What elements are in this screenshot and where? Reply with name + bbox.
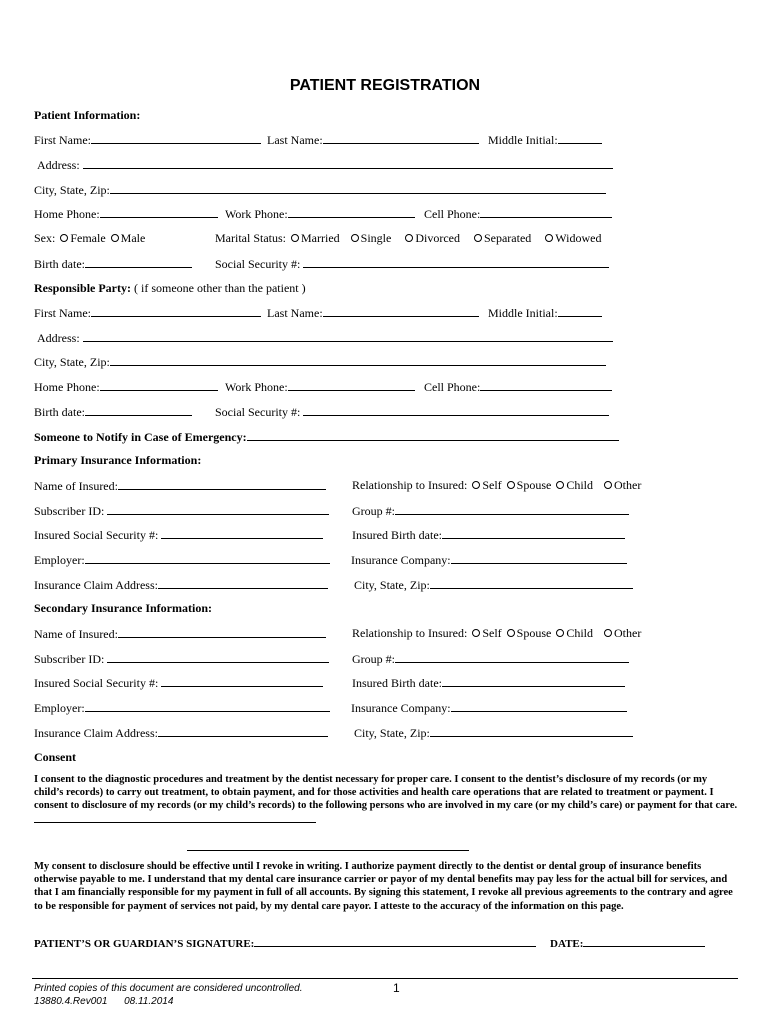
signature-label: PATIENT’S OR GUARDIAN’S SIGNATURE: bbox=[34, 938, 255, 950]
si-ssn-field[interactable] bbox=[161, 675, 323, 687]
pi-rel-self-label: Self bbox=[482, 478, 502, 492]
si-name-label: Name of Insured: bbox=[34, 627, 118, 641]
marital-divorced-label: Divorced bbox=[415, 231, 460, 245]
sex-male-radio[interactable] bbox=[111, 234, 119, 242]
responsible-phone-row bbox=[34, 379, 770, 395]
si-rel-child-radio[interactable] bbox=[556, 629, 564, 637]
pi-rel-spouse-label: Spouse bbox=[516, 478, 552, 492]
rp-ssn-label: Social Security #: bbox=[215, 405, 301, 419]
footer-date: 08.11.2014 bbox=[124, 996, 174, 1007]
rp-last-name-label: Last Name: bbox=[267, 306, 323, 320]
page-title: PATIENT REGISTRATION bbox=[289, 77, 481, 94]
responsible-birth-ssn-row bbox=[34, 404, 770, 420]
signature-row bbox=[34, 935, 770, 951]
si-birth-label: Insured Birth date: bbox=[352, 676, 442, 690]
cell-phone-label: Cell Phone: bbox=[424, 207, 481, 221]
primary-insurance-heading: Primary Insurance Information: bbox=[34, 453, 202, 467]
si-birth-field[interactable] bbox=[442, 675, 625, 687]
pi-city-label: City, State, Zip: bbox=[354, 578, 430, 592]
rp-first-name-label: First Name: bbox=[34, 306, 91, 320]
patient-phone-row bbox=[34, 206, 770, 222]
address-label: Address: bbox=[37, 158, 80, 172]
si-relationship-label: Relationship to Insured: bbox=[352, 626, 468, 640]
si-claim-field[interactable] bbox=[158, 725, 328, 737]
pi-city-field[interactable] bbox=[430, 577, 633, 589]
marital-married-label: Married bbox=[301, 231, 340, 245]
si-rel-self-label: Self bbox=[482, 626, 502, 640]
si-subscriber-field[interactable] bbox=[107, 651, 329, 663]
rp-work-phone-field[interactable] bbox=[288, 379, 415, 391]
secondary-subscriber-row bbox=[34, 651, 770, 667]
si-company-label: Insurance Company: bbox=[351, 701, 451, 715]
pi-company-label: Insurance Company: bbox=[351, 553, 451, 567]
work-phone-label: Work Phone: bbox=[225, 207, 288, 221]
consent-paragraph-2: My consent to disclosure should be effective until I revoke in writing. I authorize payment directly to the dentist or dental group of insurance benefits otherwise payable to me. I understand that my dental care insurance carrier or payor of my dental benefits may pay less for the actual bill for services, and that I am financially responsible for my payment in full of all accounts. By signing this statement, I revoke all previous agreements to the contrary and agree to be responsible for payment of services not paid, by my dental care payor. I atteste to the accuracy of the information on this page. bbox=[34, 861, 733, 912]
pi-rel-spouse-radio[interactable] bbox=[507, 481, 515, 489]
patient-address-row bbox=[34, 157, 770, 173]
birth-date-field[interactable] bbox=[85, 256, 192, 268]
rp-address-field[interactable] bbox=[83, 330, 613, 342]
sex-female-label: Female bbox=[70, 231, 106, 245]
pi-name-label: Name of Insured: bbox=[34, 479, 118, 493]
first-name-field[interactable] bbox=[91, 132, 261, 144]
secondary-employer-row bbox=[34, 700, 770, 716]
secondary-ssn-row bbox=[34, 675, 770, 691]
pi-ssn-label: Insured Social Security #: bbox=[34, 528, 159, 542]
rp-address-label: Address: bbox=[37, 331, 80, 345]
emergency-label: Someone to Notify in Case of Emergency: bbox=[34, 430, 247, 444]
responsible-address-row bbox=[34, 330, 770, 346]
patient-birth-ssn-row bbox=[34, 256, 770, 272]
ssn-field[interactable] bbox=[303, 256, 609, 268]
si-ssn-label: Insured Social Security #: bbox=[34, 676, 159, 690]
si-rel-self-radio[interactable] bbox=[472, 629, 480, 637]
si-group-field[interactable] bbox=[395, 651, 629, 663]
pi-name-field[interactable] bbox=[118, 478, 326, 490]
pi-birth-field[interactable] bbox=[442, 527, 625, 539]
responsible-party-title: Responsible Party: bbox=[34, 281, 131, 295]
primary-insured-row bbox=[34, 478, 770, 494]
middle-initial-field[interactable] bbox=[558, 132, 602, 144]
pi-rel-child-radio[interactable] bbox=[556, 481, 564, 489]
first-name-label: First Name: bbox=[34, 133, 91, 147]
pi-claim-label: Insurance Claim Address: bbox=[34, 578, 158, 592]
rp-middle-initial-field[interactable] bbox=[558, 305, 602, 317]
emergency-row bbox=[34, 429, 770, 445]
responsible-city-row bbox=[34, 354, 770, 370]
last-name-field[interactable] bbox=[323, 132, 479, 144]
last-name-label: Last Name: bbox=[267, 133, 323, 147]
si-rel-spouse-radio[interactable] bbox=[507, 629, 515, 637]
footer-divider bbox=[32, 978, 738, 979]
rp-cell-phone-field[interactable] bbox=[480, 379, 612, 391]
si-city-field[interactable] bbox=[430, 725, 633, 737]
work-phone-field[interactable] bbox=[288, 206, 415, 218]
rp-cell-phone-label: Cell Phone: bbox=[424, 380, 481, 394]
city-state-zip-field[interactable] bbox=[110, 182, 606, 194]
pi-group-field[interactable] bbox=[395, 503, 629, 515]
pi-subscriber-field[interactable] bbox=[107, 503, 329, 515]
pi-birth-label: Insured Birth date: bbox=[352, 528, 442, 542]
marital-separated-label: Separated bbox=[483, 231, 532, 245]
consent-persons-field-2[interactable] bbox=[187, 840, 469, 851]
rp-middle-initial-label: Middle Initial: bbox=[488, 306, 558, 320]
rp-home-phone-label: Home Phone: bbox=[34, 380, 100, 394]
date-field[interactable] bbox=[583, 935, 705, 947]
responsible-name-row bbox=[34, 305, 770, 321]
si-subscriber-label: Subscriber ID: bbox=[34, 652, 105, 666]
primary-subscriber-row bbox=[34, 503, 770, 519]
sex-female-radio[interactable] bbox=[60, 234, 68, 242]
rp-city-state-zip-label: City, State, Zip: bbox=[34, 355, 110, 369]
page-number: 1 bbox=[393, 981, 400, 995]
si-rel-child-label: Child bbox=[566, 626, 594, 640]
sex-male-label: Male bbox=[120, 231, 146, 245]
footer-revision bbox=[34, 996, 173, 1007]
footer-note: Printed copies of this document are considered uncontrolled. bbox=[34, 983, 303, 994]
ssn-label: Social Security #: bbox=[215, 257, 301, 271]
sex-label: Sex: bbox=[34, 231, 56, 245]
primary-ssn-row bbox=[34, 527, 770, 543]
patient-info-heading: Patient Information: bbox=[34, 108, 141, 122]
si-employer-field[interactable] bbox=[85, 700, 330, 712]
marital-label: Marital Status: bbox=[215, 231, 286, 245]
si-rel-other-radio[interactable] bbox=[604, 629, 612, 637]
pi-ssn-field[interactable] bbox=[161, 527, 323, 539]
si-rel-spouse-label: Spouse bbox=[516, 626, 552, 640]
si-employer-label: Employer: bbox=[34, 701, 85, 715]
pi-rel-child-label: Child bbox=[566, 478, 594, 492]
pi-group-label: Group #: bbox=[352, 504, 395, 518]
pi-employer-field[interactable] bbox=[85, 552, 330, 564]
middle-initial-label: Middle Initial: bbox=[488, 133, 558, 147]
footer-rev: 13880.4.Rev001 bbox=[34, 996, 108, 1007]
consent-persons-field[interactable] bbox=[34, 813, 316, 823]
primary-claim-row bbox=[34, 577, 770, 593]
consent-heading: Consent bbox=[34, 750, 77, 764]
marital-single-label: Single bbox=[360, 231, 392, 245]
rp-last-name-field[interactable] bbox=[323, 305, 479, 317]
date-label: DATE: bbox=[550, 938, 584, 950]
rp-city-state-zip-field[interactable] bbox=[110, 354, 606, 366]
responsible-party-heading bbox=[34, 281, 770, 297]
marital-divorced-radio[interactable] bbox=[405, 234, 413, 242]
pi-relationship-label: Relationship to Insured: bbox=[352, 478, 468, 492]
consent-paragraph-1: I consent to the diagnostic procedures and treatment by the dentist necessary for proper care. I consent to the dentist’s disclosure of my records (or my child’s records) to carry out treatment, to obtain payment, and for those activities and health care operations that are related to treatment or payment. I consent to disclosure of my records (or my child’s records) to the following persons who are involved in my care (or my child’s care) or payment for that care. bbox=[34, 773, 738, 827]
rp-work-phone-label: Work Phone: bbox=[225, 380, 288, 394]
si-claim-label: Insurance Claim Address: bbox=[34, 726, 158, 740]
rp-first-name-field[interactable] bbox=[91, 305, 261, 317]
si-rel-other-label: Other bbox=[614, 626, 642, 640]
secondary-insurance-heading: Secondary Insurance Information: bbox=[34, 601, 213, 615]
marital-single-radio[interactable] bbox=[351, 234, 359, 242]
si-group-label: Group #: bbox=[352, 652, 395, 666]
pi-claim-field[interactable] bbox=[158, 577, 328, 589]
secondary-claim-row bbox=[34, 725, 770, 741]
marital-widowed-label: Widowed bbox=[555, 231, 602, 245]
home-phone-label: Home Phone: bbox=[34, 207, 100, 221]
signature-field[interactable] bbox=[254, 935, 536, 947]
marital-separated-radio[interactable] bbox=[474, 234, 482, 242]
primary-employer-row bbox=[34, 552, 770, 568]
rp-ssn-field[interactable] bbox=[303, 404, 609, 416]
si-name-field[interactable] bbox=[118, 626, 326, 638]
rp-birth-date-label: Birth date: bbox=[34, 405, 85, 419]
responsible-party-note: ( if someone other than the patient ) bbox=[134, 281, 306, 295]
cell-phone-field[interactable] bbox=[480, 206, 612, 218]
home-phone-field[interactable] bbox=[100, 206, 218, 218]
rp-home-phone-field[interactable] bbox=[100, 379, 218, 391]
pi-rel-self-radio[interactable] bbox=[472, 481, 480, 489]
si-company-field[interactable] bbox=[451, 700, 627, 712]
pi-company-field[interactable] bbox=[451, 552, 627, 564]
pi-rel-other-radio[interactable] bbox=[604, 481, 612, 489]
patient-sex-marital-row bbox=[34, 231, 770, 247]
emergency-field[interactable] bbox=[247, 429, 619, 441]
si-city-label: City, State, Zip: bbox=[354, 726, 430, 740]
pi-subscriber-label: Subscriber ID: bbox=[34, 504, 105, 518]
pi-employer-label: Employer: bbox=[34, 553, 85, 567]
marital-widowed-radio[interactable] bbox=[545, 234, 553, 242]
patient-city-row bbox=[34, 182, 770, 198]
patient-name-row bbox=[34, 132, 770, 148]
marital-married-radio[interactable] bbox=[291, 234, 299, 242]
birth-date-label: Birth date: bbox=[34, 257, 85, 271]
rp-birth-date-field[interactable] bbox=[85, 404, 192, 416]
city-state-zip-label: City, State, Zip: bbox=[34, 183, 110, 197]
address-field[interactable] bbox=[83, 157, 613, 169]
pi-rel-other-label: Other bbox=[614, 478, 642, 492]
secondary-insured-row bbox=[34, 626, 770, 642]
